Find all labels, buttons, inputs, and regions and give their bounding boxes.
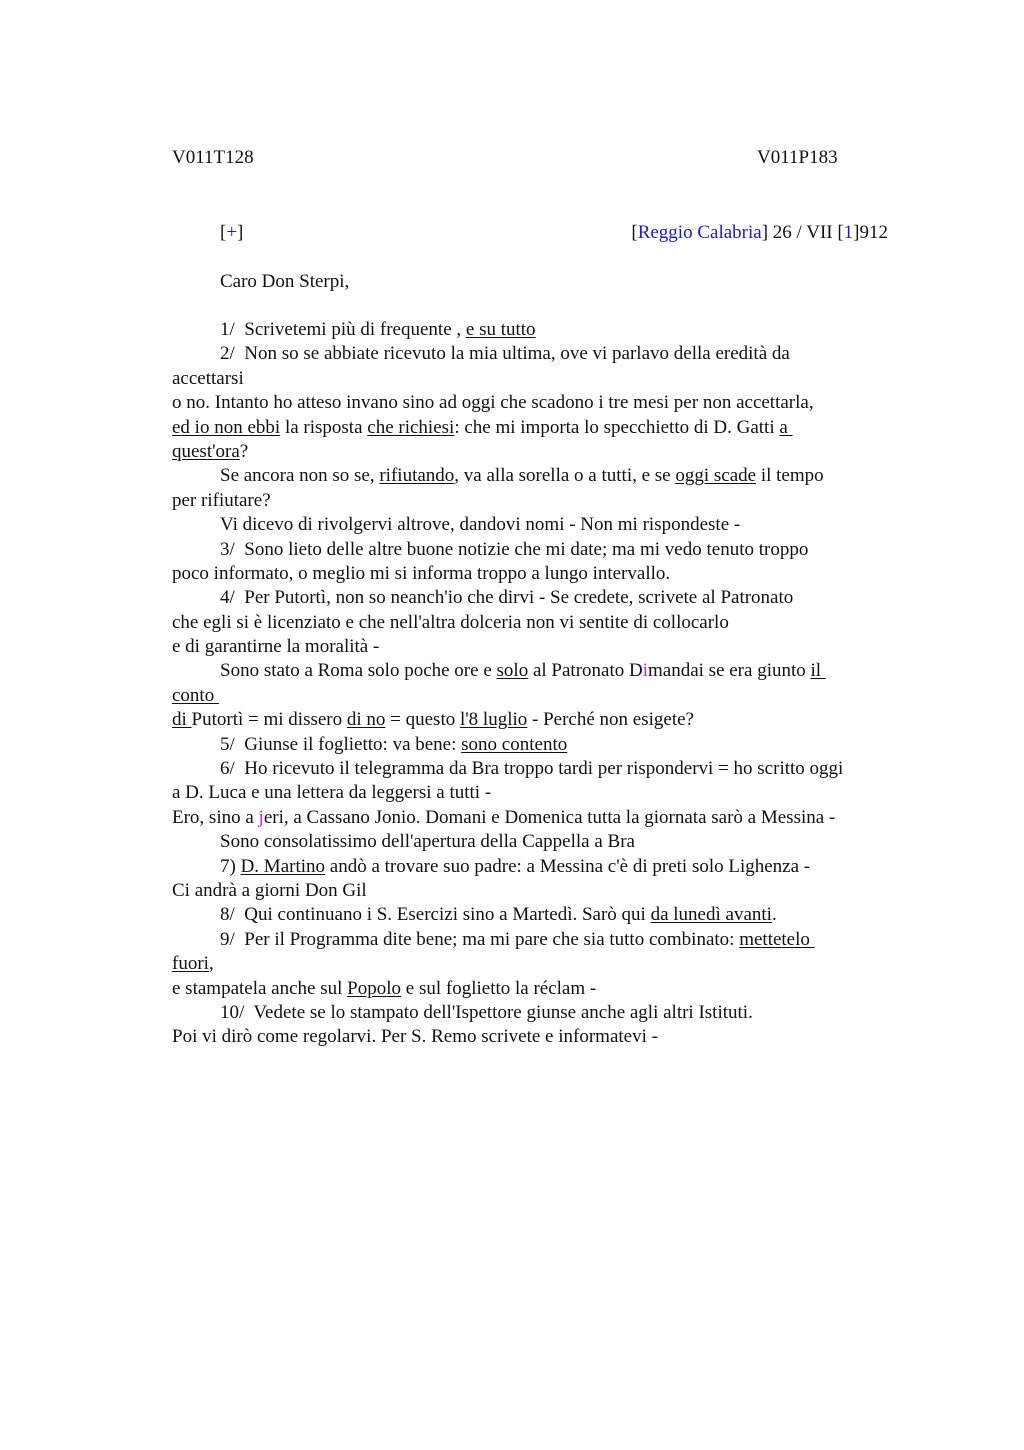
underlined-text: che richiesi bbox=[367, 416, 455, 438]
letter-line bbox=[172, 367, 902, 391]
letter-line bbox=[172, 611, 902, 635]
letter-line bbox=[172, 977, 902, 1001]
letter-line bbox=[172, 586, 902, 610]
line-text: Vi dicevo di rivolgervi altrove, dandovi nomi - Non mi rispondeste - bbox=[220, 514, 741, 536]
letter-line bbox=[172, 440, 902, 464]
letter-line bbox=[172, 464, 902, 488]
line-text: Se ancora non so se, bbox=[220, 465, 380, 487]
letter-body bbox=[172, 318, 902, 1050]
underlined-text: solo bbox=[496, 660, 529, 682]
letter-line bbox=[172, 513, 902, 537]
letter-line bbox=[172, 416, 902, 440]
line-text: Ci andrà a giorni Don Gil bbox=[172, 879, 367, 901]
letter-line bbox=[172, 733, 902, 757]
correction-mark: i bbox=[642, 660, 648, 682]
line-text: Putortì = mi dissero bbox=[191, 709, 347, 731]
line-text: mandai se era giunto bbox=[648, 660, 811, 682]
year-digit: 1 bbox=[843, 222, 854, 243]
letter-line bbox=[172, 855, 902, 879]
line-text: al Patronato D bbox=[528, 660, 643, 682]
line-text: ? bbox=[239, 440, 249, 462]
line-text: 6/ Ho ricevuto il telegramma da Bra troppo tardi per rispondervi = ho scritto oggi bbox=[220, 758, 844, 780]
line-text: e sul foglietto la réclam - bbox=[401, 977, 597, 999]
letter-line bbox=[172, 781, 902, 805]
line-text: : che mi importa lo specchietto di D. Gatti bbox=[454, 416, 780, 438]
line-text: Sono consolatissimo dell'apertura della Cappella a Bra bbox=[220, 831, 635, 853]
letter-line bbox=[172, 391, 902, 415]
letter-line bbox=[172, 489, 902, 513]
underlined-text: D. Martino bbox=[240, 855, 326, 877]
line-text: 5/ Giunse il foglietto: va bene: bbox=[220, 733, 462, 755]
underlined-text: mettetelo bbox=[739, 928, 815, 950]
letter-line bbox=[172, 806, 902, 830]
line-text: 2/ Non so se abbiate ricevuto la mia ultima, ove vi parlavo della eredità da bbox=[220, 343, 790, 365]
line-text: 9/ Per il Programma dite bene; ma mi pare che sia tutto combinato: bbox=[220, 928, 740, 950]
line-text: eri, a Cassano Jonio. Domani e Domenica tutta la giornata sarò a Messina - bbox=[263, 806, 836, 828]
line-text: 4/ Per Putortì, non so neanch'io che dirvi - Se credete, scrivete al Patronato bbox=[220, 587, 794, 609]
underlined-text: oggi scade bbox=[675, 465, 757, 487]
line-text: accettarsi bbox=[172, 367, 244, 389]
line-text: Poi vi dirò come regolarvi. Per S. Remo scrivete e informatevi - bbox=[172, 1026, 658, 1048]
document-code-left: V011T128 bbox=[172, 147, 254, 168]
letter-line bbox=[172, 684, 902, 708]
letter-line bbox=[172, 1025, 902, 1049]
underlined-text: quest'ora bbox=[172, 440, 240, 462]
letter-line bbox=[172, 342, 902, 366]
cross-symbol: + bbox=[226, 222, 238, 243]
letter-line bbox=[172, 928, 902, 952]
page-code-right: V011P183 bbox=[757, 147, 838, 168]
letter-line bbox=[172, 562, 902, 586]
line-text: 3/ Sono lieto delle altre buone notizie che mi date; ma mi vedo tenuto troppo bbox=[220, 538, 809, 560]
letter-line bbox=[172, 879, 902, 903]
line-text: andò a trovare suo padre: a Messina c'è di preti solo Lighenza - bbox=[325, 855, 811, 877]
underlined-text: rifiutando bbox=[379, 465, 455, 487]
underlined-text: il bbox=[810, 660, 826, 682]
letter-line bbox=[172, 659, 902, 683]
line-text: Sono stato a Roma solo poche ore e bbox=[220, 660, 497, 682]
letter-line bbox=[172, 708, 902, 732]
letter-line bbox=[172, 635, 902, 659]
line-text: . bbox=[771, 904, 777, 926]
line-text: il tempo bbox=[756, 465, 824, 487]
letter-line bbox=[172, 318, 902, 342]
salutation: Caro Don Sterpi, bbox=[220, 271, 350, 292]
letter-line bbox=[172, 538, 902, 562]
line-text: che egli si è licenziato e che nell'altra dolceria non vi sentite di collocarlo bbox=[172, 611, 729, 633]
line-text: Ero, sino a bbox=[172, 806, 259, 828]
line-text: a D. Luca e una lettera da leggersi a tutti - bbox=[172, 782, 492, 804]
correction-mark: j bbox=[258, 806, 264, 828]
line-text: e di garantirne la moralità - bbox=[172, 636, 380, 658]
underlined-text: conto bbox=[172, 684, 219, 706]
cross-mark: [+] bbox=[220, 222, 244, 243]
date-text: 26 / VII [ bbox=[768, 222, 844, 243]
underlined-text: sono contento bbox=[461, 733, 568, 755]
line-text: la risposta bbox=[280, 416, 368, 438]
line-text: - Perché non esigete? bbox=[527, 709, 694, 731]
underlined-text: e su tutto bbox=[465, 319, 536, 340]
line-text: , va alla sorella o a tutti, e se bbox=[454, 465, 676, 487]
line-text: 7) bbox=[220, 855, 241, 877]
line-text: 8/ Qui continuano i S. Esercizi sino a Martedì. Sarò qui bbox=[220, 904, 651, 926]
line-text: = questo bbox=[385, 709, 460, 731]
underlined-text: Popolo bbox=[347, 977, 402, 999]
line-text: poco informato, o meglio mi si informa troppo a lungo intervallo. bbox=[172, 562, 671, 584]
letter-line bbox=[172, 757, 902, 781]
place-name: Reggio Calabria bbox=[637, 222, 762, 243]
line-text: o no. Intanto ho atteso invano sino ad oggi che scadono i tre mesi per non accettarla, bbox=[172, 392, 814, 414]
underlined-text: a bbox=[779, 416, 793, 438]
underlined-text: di no bbox=[346, 709, 386, 731]
letter-line bbox=[172, 1001, 902, 1025]
underlined-text: ed io non ebbi bbox=[172, 416, 281, 438]
line-text: 1/ Scrivetemi più di frequente , bbox=[220, 319, 466, 340]
line-text: , bbox=[208, 953, 214, 975]
letter-meta-line bbox=[172, 221, 888, 245]
letter-line bbox=[172, 903, 902, 927]
underlined-text: da lunedì avanti bbox=[650, 904, 772, 926]
line-text: e stampatela anche sul bbox=[172, 977, 348, 999]
underlined-text: fuori bbox=[172, 953, 209, 975]
underlined-text: l'8 luglio bbox=[459, 709, 528, 731]
place-date: [Reggio Calabria] 26 / VII [1]912 bbox=[631, 222, 888, 243]
underlined-text: di bbox=[172, 709, 192, 731]
letter-line bbox=[172, 952, 902, 976]
line-text: 10/ Vedete se lo stampato dell'Ispettore giunse anche agli altri Istituti. bbox=[220, 1001, 753, 1023]
line-text: per rifiutare? bbox=[172, 489, 271, 511]
letter-line bbox=[172, 830, 902, 854]
